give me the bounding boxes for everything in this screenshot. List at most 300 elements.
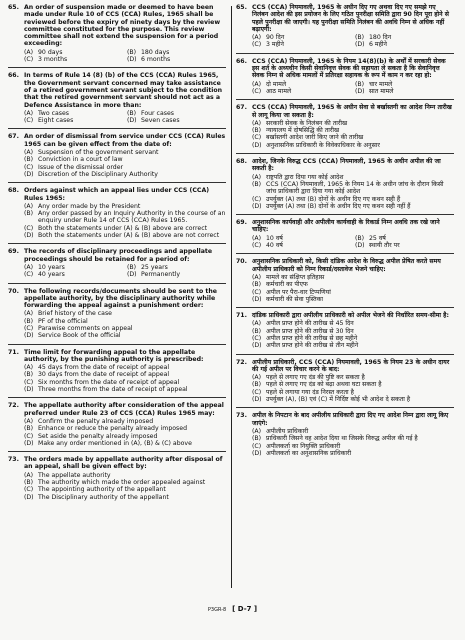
option-letter: (D)	[252, 141, 262, 149]
question-number: 70.	[8, 287, 19, 295]
option-text: पहले से लगाए गए दंड को बढ़ा अथवा घटा सकता है	[266, 381, 382, 389]
option-text: 3 महीने	[266, 41, 284, 49]
option-letter: (D)	[24, 493, 34, 501]
option-text: Seven cases	[141, 117, 180, 125]
question-text: In terms of Rule 14 (8) (b) of the CCS (CCA) Rules 1965, the Government servant concerned may take assistance of a retired government servant subject to the condition that the retired government servant should not act as a Defence Assistance in more than:	[24, 72, 223, 109]
option-letter: (D)	[252, 396, 262, 404]
question-block	[236, 219, 454, 249]
options-list	[24, 310, 226, 339]
question-separator	[236, 354, 454, 355]
exam-page	[8, 4, 458, 604]
option-item	[24, 425, 226, 432]
option-text: The appointing authority of the appellant	[38, 486, 166, 494]
option-text: उपर्युक्त (A) तथा (B) दोनों के अधीन दिए गए कथन सही नहीं हैं	[266, 202, 411, 210]
option-text: अपीलकर्ता का अनुशासनिक प्राधिकारी	[266, 449, 352, 457]
option-text: 180 days	[141, 48, 170, 56]
option-item	[24, 479, 226, 486]
question-block	[236, 359, 454, 404]
option-item	[24, 364, 226, 371]
option-text: 3 months	[38, 56, 68, 64]
options-list	[24, 203, 226, 239]
question-separator	[236, 53, 454, 54]
option-text: अपील पर पैरा-वार टिप्पणियां	[266, 288, 331, 296]
option-text: PF of the official	[38, 317, 88, 325]
question-block	[8, 72, 226, 124]
option-text: The appellate authority	[38, 471, 111, 479]
options-list	[24, 49, 226, 64]
option-text: Three months from the date of receipt of appeal	[38, 386, 188, 394]
question-text: अपील के निपटान के बाद अपीलीय प्राधिकारी द्वारा दिए गए आदेश निम्न द्वारा लागू किए जाएंगे:	[252, 412, 449, 427]
question-separator	[236, 253, 454, 254]
option-letter: (A)	[24, 48, 34, 56]
option-item	[252, 181, 454, 196]
option-letter: (C)	[24, 56, 34, 64]
question-text: CCS (CCA) नियमावली, 1965 के अधीन सेवा से बर्खास्तगी का आदेश निम्न तारीख से लागू किया जा सकता है:	[252, 104, 452, 119]
option-item	[355, 88, 454, 95]
question-number: 66.	[236, 57, 247, 65]
question-separator	[8, 283, 226, 284]
question-block	[236, 158, 454, 210]
option-letter: (C)	[24, 432, 34, 440]
option-text: Two cases	[38, 109, 70, 117]
option-item	[252, 134, 454, 141]
option-letter: (A)	[24, 364, 34, 372]
option-item	[252, 81, 351, 88]
option-letter: (B)	[24, 479, 34, 487]
question-number: 68.	[236, 158, 247, 166]
option-letter: (C)	[24, 486, 34, 494]
question-text: The orders made by appellate authority after disposal of an appeal, shall be given effect by:	[24, 456, 223, 471]
options-list	[252, 428, 454, 457]
option-item	[127, 56, 226, 63]
option-text: Six months from the date of receipt of appeal	[38, 378, 180, 386]
option-text: Both the statements under (A) & (B) above are correct	[38, 224, 208, 232]
option-text: स्थायी तौर पर	[369, 242, 400, 250]
option-text: अनुशासनिक प्राधिकारी के विवेकाधिकार के अनुसार	[266, 141, 380, 149]
option-letter: (B)	[252, 381, 262, 389]
option-item	[252, 320, 454, 327]
question-block	[8, 402, 226, 447]
option-item	[127, 264, 226, 271]
option-letter: (B)	[24, 371, 34, 379]
option-text: Make any order mentioned in (A), (B) & (C) above	[38, 439, 192, 447]
option-item	[252, 174, 454, 181]
option-letter: (D)	[355, 41, 365, 49]
option-item	[24, 164, 226, 171]
option-item	[355, 235, 454, 242]
option-text: 6 महीने	[369, 41, 387, 49]
option-text: 25 years	[141, 263, 168, 271]
option-item	[24, 203, 226, 210]
question-separator	[236, 307, 454, 308]
option-item	[24, 379, 226, 386]
question-separator	[8, 397, 226, 398]
option-item	[252, 389, 454, 396]
option-letter: (C)	[24, 324, 34, 332]
option-item	[24, 232, 226, 239]
option-text: राष्ट्रपति द्वारा दिया गया कोई आदेश	[266, 173, 344, 181]
option-text: Eight cases	[38, 117, 74, 125]
option-text: 25 वर्ष	[369, 234, 386, 242]
option-letter: (D)	[24, 386, 34, 394]
option-item	[252, 381, 454, 388]
option-item	[24, 264, 123, 271]
option-letter: (B)	[127, 48, 137, 56]
option-text: कर्मचारी की सेवा पुस्तिका	[266, 295, 324, 303]
option-item	[24, 156, 226, 163]
option-text: उपर्युक्त (A) तथा (B) दोनों के अधीन दिए गए कथन सही हैं	[266, 195, 401, 203]
options-list	[252, 120, 454, 149]
option-text: 6 months	[141, 56, 171, 64]
option-letter: (D)	[24, 439, 34, 447]
question-separator	[236, 99, 454, 100]
option-text: अपील प्राप्त होने की तारीख से 30 दिन	[266, 327, 354, 335]
page-footer	[0, 605, 465, 613]
options-list	[252, 274, 454, 303]
option-item	[252, 203, 454, 210]
option-text: The authority which made the order appealed against	[38, 479, 206, 487]
option-letter: (A)	[252, 80, 262, 88]
question-number: 65.	[8, 4, 19, 11]
option-text: अपील प्राप्त होने की तारीख से तीन महीने	[266, 342, 359, 350]
option-item	[252, 88, 351, 95]
option-text: 90 days	[38, 48, 63, 56]
question-block	[236, 258, 454, 303]
question-number: 73.	[8, 456, 19, 464]
option-item	[24, 472, 226, 479]
option-letter: (A)	[252, 427, 262, 435]
question-text: The following records/documents should be sent to the appellate authority, by the disciplinary authority while forwarding the appeal against a punishment order:	[24, 287, 217, 310]
question-text: An order of suspension made or deemed to have been made under Rule 10 of CCS (CCA) Rules, 1965 shall be reviewed before the expiry of ninety days by the review committee constituted for the purpose. This review committee shall not extend the suspension for a period exceeding:	[24, 4, 221, 48]
option-item	[24, 440, 226, 447]
question-number: 69.	[8, 248, 19, 256]
option-item	[24, 271, 123, 278]
option-item	[24, 418, 226, 425]
option-letter: (D)	[252, 342, 262, 350]
option-text: सरकारी सेवक के निलंबन की तारीख	[266, 119, 348, 127]
option-text: Both the statements under (A) & (B) above are not correct	[38, 232, 220, 240]
option-text: Conviction in a court of law	[38, 156, 123, 164]
question-block	[8, 349, 226, 394]
option-letter: (D)	[24, 232, 34, 240]
question-text: An order of dismissal from service under CCS (CCA) Rules 1965 can be given effect from the date of:	[24, 133, 226, 148]
options-list	[24, 149, 226, 178]
options-list	[24, 364, 226, 393]
option-letter: (B)	[252, 127, 262, 135]
option-text: उपर्युक्त (A), (B) एवं (C) में निर्दिष्ट कोई भी आदेश दे सकता है	[266, 396, 411, 404]
question-number: 65.	[236, 4, 247, 11]
option-item	[252, 443, 454, 450]
option-letter: (B)	[127, 263, 137, 271]
question-number: 67.	[8, 133, 19, 141]
question-block	[8, 456, 226, 501]
option-letter: (C)	[252, 388, 262, 396]
option-item	[24, 225, 226, 232]
option-item	[252, 142, 454, 149]
question-separator	[8, 182, 226, 183]
page-number: [ D-7 ]	[232, 605, 258, 613]
question-number: 71.	[8, 348, 19, 356]
option-letter: (D)	[355, 87, 365, 95]
option-letter: (C)	[252, 288, 262, 296]
option-text: 10 वर्ष	[266, 234, 283, 242]
option-letter: (A)	[252, 374, 262, 382]
english-column	[8, 4, 226, 501]
question-text: CCS (CCA) नियमावली, 1965 के नियम 14(8)(b) के अर्थों में सरकारी सेवक इस शर्त के अध्यधीन किसी सेवानिवृत्त सेवक की सहायता ले सकता है कि सेवानिवृत्त सेवक निम्न से अधिक मामलों में प्रतिरक्षा सहायक के रूप में काम न कर रहा हो:	[252, 57, 446, 80]
option-letter: (A)	[24, 471, 34, 479]
option-letter: (D)	[355, 242, 365, 250]
option-item	[24, 318, 226, 325]
option-text: Enhance or reduce the penalty already imposed	[38, 425, 188, 433]
option-item	[127, 49, 226, 56]
option-letter: (B)	[24, 156, 34, 164]
option-text: Service Book of the official	[38, 332, 121, 340]
option-letter: (B)	[24, 317, 34, 325]
option-text: न्यायालय में दोषसिद्धि की तारीख	[266, 127, 340, 135]
options-list	[24, 418, 226, 447]
option-text: दो मामले	[266, 80, 287, 88]
option-letter: (B)	[24, 210, 34, 218]
option-letter: (A)	[24, 109, 34, 117]
question-block	[8, 288, 226, 340]
option-letter: (C)	[24, 163, 34, 171]
option-text: अपील प्राप्त होने की तारीख से छह महीने	[266, 334, 358, 342]
option-item	[252, 396, 454, 403]
option-item	[252, 196, 454, 203]
question-text: The records of disciplinary proceedings and appellate proceedings should be retained for a period of:	[24, 248, 213, 263]
option-letter: (A)	[252, 273, 262, 281]
option-text: The Disciplinary authority of the appellant	[38, 493, 169, 501]
option-text: 40 years	[38, 271, 65, 279]
question-text: दांडिक प्राधिकारी द्वारा अपीलीय प्राधिकारी को अपील भेजने की निर्धारित समय-सीमा है:	[252, 312, 449, 320]
option-letter: (C)	[252, 442, 262, 450]
question-number: 70.	[236, 258, 247, 266]
hindi-column	[236, 4, 454, 457]
question-number: 66.	[8, 72, 19, 80]
option-text: आठ मामले	[266, 87, 292, 95]
option-item	[24, 117, 123, 124]
option-letter: (D)	[127, 271, 137, 279]
question-block	[236, 4, 454, 49]
options-list	[24, 264, 226, 279]
question-separator	[8, 67, 226, 68]
option-text: 45 days from the date of receipt of appeal	[38, 364, 170, 372]
question-number: 67.	[236, 104, 247, 112]
option-letter: (A)	[24, 310, 34, 318]
option-text: 10 years	[38, 263, 65, 271]
option-letter: (A)	[252, 234, 262, 242]
option-text: सात मामले	[369, 87, 394, 95]
option-text: Any order passed by an Inquiry Authority in the course of an enquiry under Rule 14 of CCS (CCA) Rules 1965.	[38, 210, 226, 225]
option-letter: (D)	[252, 449, 262, 457]
option-item	[24, 332, 226, 339]
option-item	[24, 371, 226, 378]
question-text: अनुशासनिक कार्यवाही और अपीलीय कार्यवाही के रिकार्ड निम्न अवधि तक रखे जाने चाहिए:	[252, 219, 440, 234]
option-text: प्राधिकारी जिसने वह आदेश दिया था जिसके विरुद्ध अपील की गई है	[266, 435, 418, 443]
option-letter: (B)	[24, 425, 34, 433]
option-letter: (B)	[355, 80, 365, 88]
option-letter: (D)	[127, 117, 137, 125]
question-separator	[8, 128, 226, 129]
options-list	[252, 81, 454, 96]
option-text: पहले से लगाया गया दंड निरस्त करता है	[266, 388, 354, 396]
option-letter: (A)	[252, 119, 262, 127]
option-letter: (A)	[252, 173, 262, 181]
option-text: 90 दिन	[266, 34, 285, 42]
options-list	[24, 472, 226, 501]
option-item	[252, 435, 454, 442]
question-separator	[8, 344, 226, 345]
option-text: 30 days from the date of receipt of appeal	[38, 371, 170, 379]
option-letter: (B)	[252, 281, 262, 289]
question-block	[8, 4, 226, 63]
option-text: चार मामले	[369, 80, 393, 88]
option-item	[24, 486, 226, 493]
option-text: अपीलीय प्राधिकारी	[266, 427, 309, 435]
option-text: कर्मचारी का पीएफ	[266, 281, 308, 289]
option-text: पहले से लगाए गए दंड की पुष्टि कर सकता है	[266, 374, 365, 382]
question-text: आदेश, जिनके विरुद्ध CCS (CCA) नियमावली, 1965 के अधीन अपील की जा सकती है:	[252, 158, 441, 173]
question-number: 72.	[8, 402, 19, 410]
option-item	[24, 56, 123, 63]
question-separator	[8, 243, 226, 244]
question-text: CCS (CCA) नियमावली, 1965 के अधीन दिए गए अथवा दिए गए समझे गए निलंबन आदेश की इस प्रयोजन के लिए गठित पुनरीक्षा समिति द्वारा 90 दिन पूरा होने से पहले पुनरीक्षा की जाएगी। यह पुनरीक्षा समिति निलंबन की अवधि निम्न से अधिक नहीं बढ़ाएगी:	[252, 4, 449, 33]
option-letter: (B)	[252, 327, 262, 335]
question-number: 69.	[236, 219, 247, 227]
option-item	[24, 310, 226, 317]
option-letter: (B)	[355, 34, 365, 42]
options-list	[252, 320, 454, 349]
question-number: 73.	[236, 412, 247, 420]
option-item	[24, 171, 226, 178]
question-separator	[8, 451, 226, 452]
option-letter: (A)	[24, 149, 34, 157]
question-number: 71.	[236, 312, 247, 320]
option-letter: (C)	[252, 41, 262, 49]
question-separator	[236, 407, 454, 408]
option-text: Any order made by the President	[38, 202, 141, 210]
option-item	[24, 433, 226, 440]
option-letter: (C)	[24, 224, 34, 232]
option-item	[24, 49, 123, 56]
question-block	[236, 412, 454, 457]
question-block	[8, 187, 226, 239]
option-item	[355, 41, 454, 48]
option-text: Permanently	[141, 271, 181, 279]
option-text: बर्खास्तगी आदेश जारी किए जाने की तारीख	[266, 134, 364, 142]
option-item	[24, 325, 226, 332]
option-item	[252, 342, 454, 349]
options-list	[252, 34, 454, 49]
option-item	[355, 81, 454, 88]
question-text: अनुशासनिक प्राधिकारी को, किसी दांडिक आदेश के विरुद्ध अपील प्रेषित करते समय अपीलीय प्राधिकारी को निम्न रिकार्ड/दस्तावेज भेजने चाहिए:	[252, 258, 441, 273]
option-letter: (A)	[252, 34, 262, 42]
option-text: अपीलकर्ता का नियुक्ति प्राधिकारी	[266, 442, 341, 450]
option-letter: (B)	[252, 435, 262, 443]
question-block	[236, 312, 454, 349]
option-text: 180 दिन	[369, 34, 392, 42]
option-letter: (A)	[24, 263, 34, 271]
option-letter: (B)	[355, 234, 365, 242]
question-number: 72.	[236, 358, 247, 366]
option-letter: (D)	[24, 170, 34, 178]
question-block	[236, 58, 454, 95]
option-item	[252, 296, 454, 303]
option-item	[24, 386, 226, 393]
option-letter: (A)	[252, 320, 262, 328]
option-item	[252, 242, 351, 249]
option-letter: (C)	[252, 242, 262, 250]
option-letter: (B)	[127, 109, 137, 117]
option-item	[24, 110, 123, 117]
column-divider	[231, 6, 232, 588]
option-item	[252, 328, 454, 335]
option-text: Confirm the penalty already imposed	[38, 417, 154, 425]
booklet-code: P3GR-8	[207, 607, 227, 613]
option-letter: (C)	[24, 271, 34, 279]
options-list	[252, 374, 454, 403]
option-text: Brief history of the case	[38, 310, 112, 318]
option-text: Discretion of the Disciplinary Authority	[38, 170, 158, 178]
option-item	[252, 289, 454, 296]
question-text: The appellate authority after consideration of the appeal preferred under Rule 23 of CCS (CCA) Rules 1965 may:	[24, 402, 224, 417]
options-list	[24, 110, 226, 125]
option-item	[252, 450, 454, 457]
option-text: 40 वर्ष	[266, 242, 283, 250]
option-text: CCS (CCA) नियमावली, 1965 के नियम 14 के अधीन जांच के दौरान किसी जांच प्राधिकारी द्वारा दिया गया कोई आदेश	[266, 180, 444, 196]
option-letter: (C)	[24, 117, 34, 125]
option-letter: (D)	[252, 295, 262, 303]
option-item	[252, 281, 454, 288]
question-block	[8, 248, 226, 278]
option-text: Parawise comments on appeal	[38, 324, 133, 332]
option-letter: (C)	[252, 87, 262, 95]
option-item	[24, 210, 226, 225]
option-text: अपील प्राप्त होने की तारीख से 45 दिन	[266, 320, 354, 328]
question-text: Time limit for forwarding appeal to the appellate authority, by the punishing authority is prescribed:	[24, 348, 204, 363]
option-text: Issue of the dismissal order	[38, 163, 124, 171]
option-item	[24, 494, 226, 501]
option-item	[24, 149, 226, 156]
option-item	[127, 117, 226, 124]
option-text: Set aside the penalty already imposed	[38, 432, 158, 440]
option-letter: (D)	[252, 202, 262, 210]
question-text: Orders against which an appeal lies under CCS (CCA) Rules 1965:	[24, 187, 210, 202]
question-number: 68.	[8, 187, 19, 195]
option-letter: (C)	[24, 378, 34, 386]
option-text: मामले का संक्षिप्त इतिहास	[266, 273, 325, 281]
option-item	[355, 242, 454, 249]
option-text: Suspension of the government servant	[38, 149, 159, 157]
option-letter: (C)	[252, 195, 262, 203]
question-block	[8, 133, 226, 178]
options-list	[252, 235, 454, 250]
options-list	[252, 174, 454, 210]
option-letter: (C)	[252, 334, 262, 342]
option-letter: (A)	[24, 202, 34, 210]
option-letter: (D)	[127, 56, 137, 64]
option-item	[127, 271, 226, 278]
option-letter: (B)	[252, 180, 262, 188]
option-item	[252, 41, 351, 48]
option-letter: (C)	[252, 134, 262, 142]
question-block	[236, 104, 454, 149]
question-text: अपीलीय प्राधिकारी, CCS (CCA) नियमावली, 1965 के नियम 23 के अधीन दायर की गई अपील पर विचार करने के बाद:	[252, 358, 450, 373]
option-item	[252, 235, 351, 242]
question-separator	[236, 214, 454, 215]
option-text: Four cases	[141, 109, 175, 117]
option-letter: (D)	[24, 332, 34, 340]
